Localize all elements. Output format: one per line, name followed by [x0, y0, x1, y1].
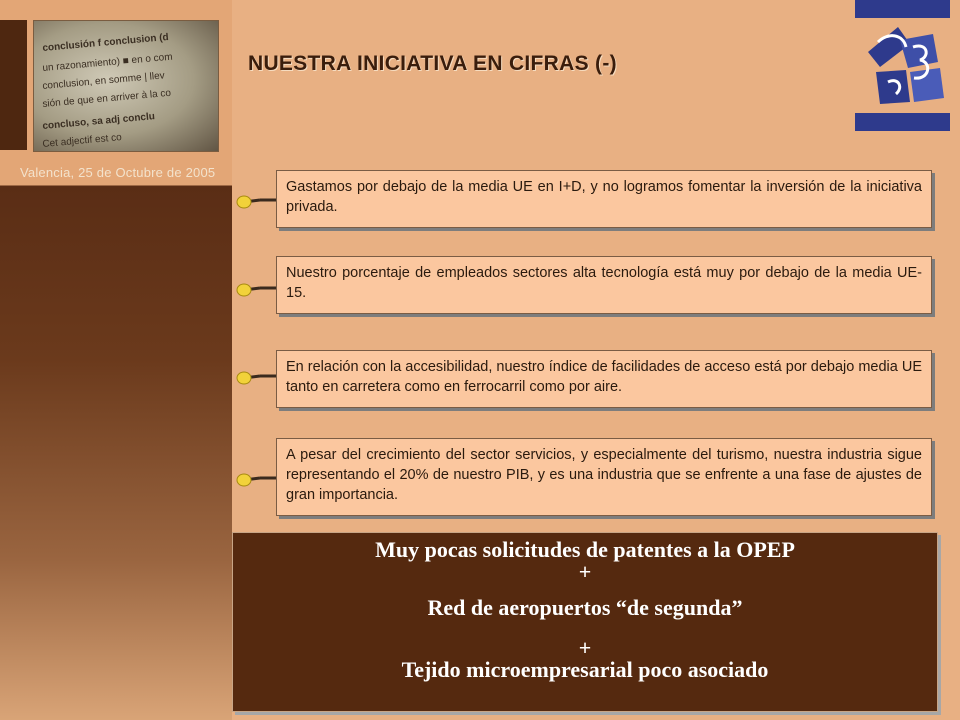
- point-box: A pesar del crecimiento del sector servicios, y especialmente del turismo, nuestra industria sigue representando el 20% de nuestro PIB, y es una industria que se enfrente a una fase de ajustes de gran importancia.: [276, 438, 932, 516]
- photo-text-line: sión de que en arriver à la co: [42, 87, 172, 110]
- dictionary-photo: [33, 20, 219, 152]
- summary-plus: +: [578, 559, 592, 584]
- summary-plus: +: [578, 635, 592, 660]
- summary-line: Red de aeropuertos “de segunda”: [427, 595, 743, 620]
- summary-line: Tejido microempresarial poco asociado: [401, 657, 769, 682]
- date-label: Valencia, 25 de Octubre de 2005: [20, 165, 216, 180]
- bullet-connector-icon: [236, 468, 278, 492]
- photo-text-line: un razonamiento) ■ en o com: [42, 51, 174, 74]
- photo-text-line: Cet adjectif est co: [42, 132, 123, 150]
- sidebar-stripe: [0, 20, 27, 150]
- summary-line: Muy pocas solicitudes de patentes a la OPEP: [375, 537, 795, 562]
- photo-text-line: conclusión f conclusion (d: [42, 31, 170, 54]
- bullet-connector-icon: [236, 190, 278, 214]
- summary-box: [232, 532, 938, 712]
- photo-text-line: concluso, sa adj conclu: [42, 111, 156, 132]
- photo-text-line: conclusion, en somme | llev: [42, 70, 166, 92]
- logo-bottom-bar: [855, 113, 950, 131]
- logo-top-bar: [855, 0, 950, 18]
- bullet-connector-icon: [236, 278, 278, 302]
- point-box: Nuestro porcentaje de empleados sectores alta tecnología está muy por debajo de la media UE-15.: [276, 256, 932, 314]
- bullet-connector-icon: [236, 366, 278, 390]
- institution-logo-icon: [858, 22, 950, 110]
- page-title: NUESTRA INICIATIVA EN CIFRAS (-): [248, 52, 617, 75]
- point-box: En relación con la accesibilidad, nuestro índice de facilidades de acceso está por debajo media UE tanto en carretera como en ferrocarril como por aire.: [276, 350, 932, 408]
- point-box: Gastamos por debajo de la media UE en I+D, y no logramos fomentar la inversión de la iniciativa privada.: [276, 170, 932, 228]
